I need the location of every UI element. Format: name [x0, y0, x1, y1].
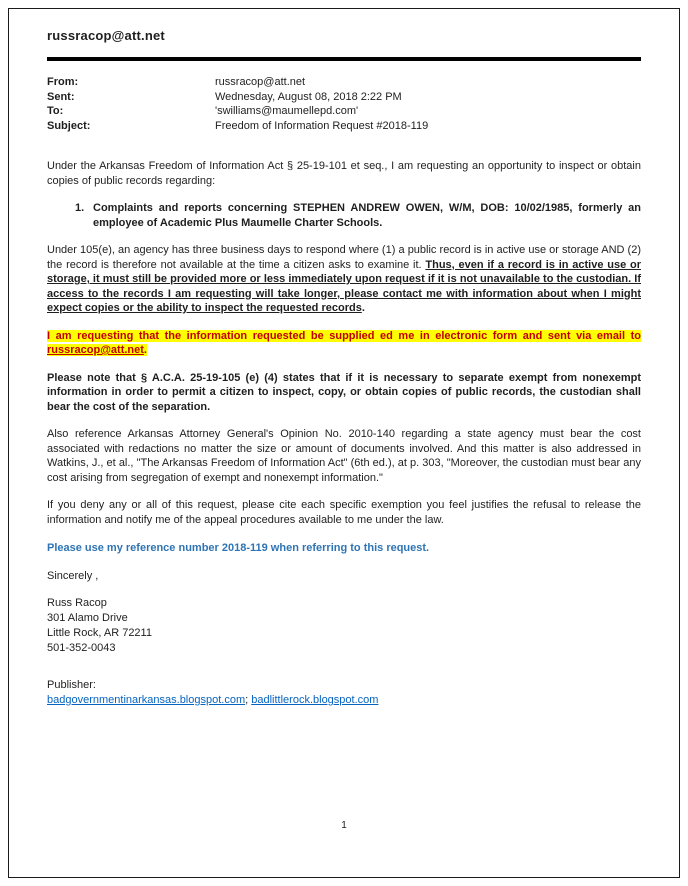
paragraph-response-time: [47, 243, 641, 316]
page-title: russracop@att.net: [47, 28, 165, 43]
meta-label-from: From:: [47, 76, 79, 88]
email-header: [47, 75, 641, 133]
meta-label-subject: Subject:: [47, 119, 91, 132]
list-item-text: Complaints and reports concerning STEPHEN ANDREW OWEN, W/M, DOB: 10/02/1985, formerly an employee of Academic Plus Maumelle Charter Schools.: [93, 202, 641, 229]
meta-value-from: russracop@att.net: [215, 76, 306, 88]
list-number: 1.: [75, 202, 85, 214]
paragraph-response-time-emphasis: Thus, even if a record is in active use or storage, it must still be provided more or less immediately upon request if it is not unavailable to the custodian. If access to the records I am requesting will take longer, please contact me with information about when I might expect copies or the ability to inspect the requested records: [47, 258, 641, 314]
paragraph-highlighted-request: [47, 329, 641, 358]
signature-street: 301 Alamo Drive: [47, 612, 128, 624]
paragraph-cost-statute: Please note that § A.C.A. 25-19-105 (e) (4) states that if it is necessary to separate exempt from nonexempt information in order to permit a citizen to inspect, copy, or obtain copies of public records, the custodian shall bear the cost of the separation.: [47, 371, 641, 413]
page-number: 1: [341, 820, 347, 831]
highlighted-period: .: [143, 344, 147, 356]
link-badgovernment-blog[interactable]: badgovernmentinarkansas.blogspot.com: [47, 694, 246, 706]
paragraph-reference-number: Please use my reference number 2018-119 when referring to this request.: [47, 542, 430, 554]
meta-label-to: To:: [47, 105, 64, 117]
signature-block: [47, 596, 641, 656]
email-link[interactable]: russracop@att.net: [47, 344, 144, 356]
closing: Sincerely ,: [47, 569, 99, 582]
list-item-records-request: [75, 201, 641, 230]
paragraph-response-time-normal: Under 105(e), an agency has three business days to respond where (1) a public record is in active use or storage AND (2) the record is therefore not available at the time a citizen asks to examine it.: [47, 244, 641, 271]
paragraph-ag-opinion: Also reference Arkansas Attorney General's Opinion No. 2010-140 regarding a state agency must bear the cost associated with redactions no matter the size or amount of documents involved. And this matter is also addressed in Watkins, J., et al., "The Arkansas Freedom of Information Act" (6th ed.), at p. 303, "Moreover, the custodian must bear any cost arising from segregation of exempt and nonexempt information.": [47, 428, 641, 484]
signature-name: Russ Racop: [47, 597, 107, 609]
meta-value-sent: Wednesday, August 08, 2018 2:22 PM: [215, 90, 402, 103]
highlighted-text: I am requesting that the information requested be supplied ed me in electronic form and sent via email to: [47, 329, 641, 342]
title-divider: [47, 57, 641, 61]
meta-row-from: [47, 75, 641, 90]
meta-label-sent: Sent:: [47, 90, 75, 103]
meta-value-subject: Freedom of Information Request #2018-119: [215, 119, 429, 132]
publisher-label: Publisher:: [47, 679, 96, 691]
paragraph-denial: If you deny any or all of this request, please cite each specific exemption you feel justifies the refusal to release the information and notify me of the appeal procedures available to me under the law.: [47, 499, 641, 526]
link-badlittlerock-blog[interactable]: badlittlerock.blogspot.com: [251, 694, 379, 706]
meta-row-subject: [47, 119, 641, 134]
page-content: [47, 28, 641, 708]
links-separator: ;: [245, 694, 249, 706]
publisher-links: [47, 693, 641, 708]
meta-row-sent: [47, 90, 641, 105]
signature-city: Little Rock, AR 72211: [47, 627, 152, 639]
meta-value-to: 'swilliams@maumellepd.com': [215, 105, 359, 117]
signature-phone: 501-352-0043: [47, 642, 116, 654]
meta-row-to: [47, 104, 641, 119]
paragraph-response-time-period: .: [361, 302, 365, 314]
paragraph-intro: Under the Arkansas Freedom of Information Act § 25-19-101 et seq., I am requesting an opportunity to inspect or obtain copies of public records regarding:: [47, 160, 641, 187]
